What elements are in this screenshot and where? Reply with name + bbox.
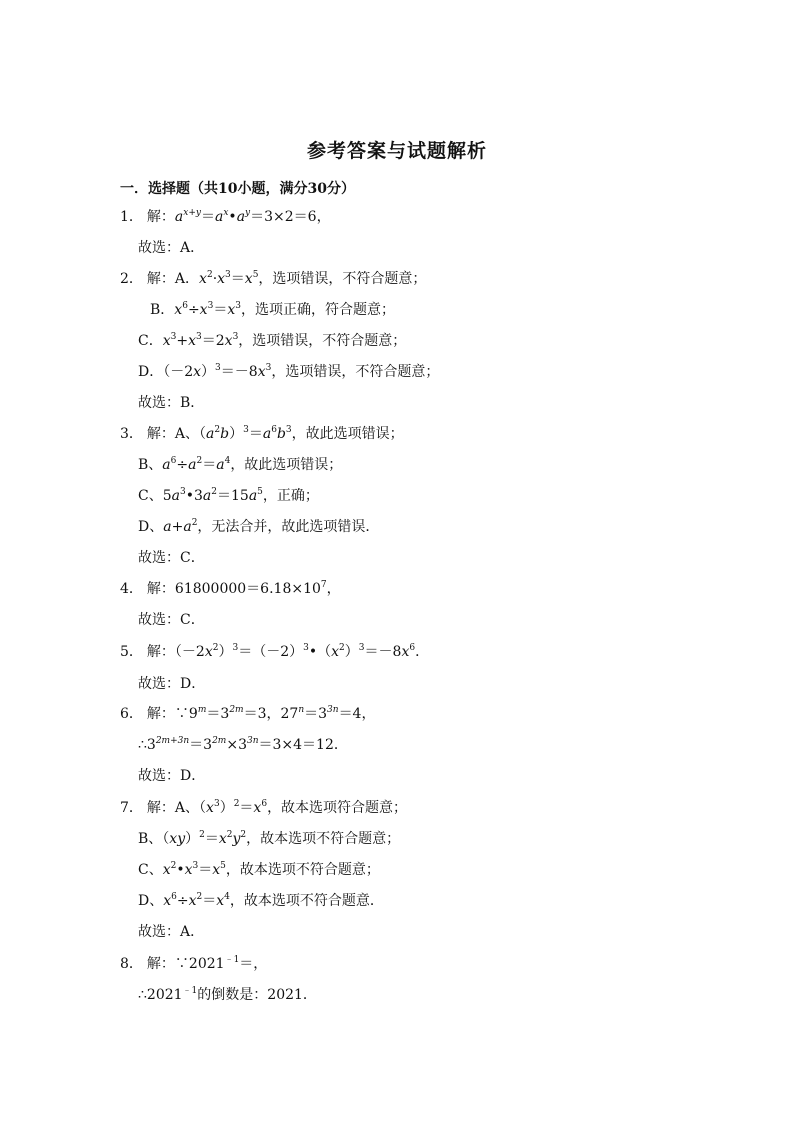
q2-option-b: B．$x^6\div x^3=x^3$，选项正确，符合题意； xyxy=(150,301,395,318)
q7-option-c: C、$x^2•x^3=x^5$，故本选项不符合题意； xyxy=(138,861,380,878)
q5-number: 5． xyxy=(120,644,143,660)
q6-solution-line1: 6． 解：$\because 9^m=3^{2m}=3$，$27^n=3^{3n}=4$， xyxy=(120,705,376,722)
q2-option-a: 2． 解：A．$x^2\cdot x^3=x^5$，选项错误，不符合题意； xyxy=(120,270,427,287)
q2-option-c: C．$x^3+x^3=2x^3$，选项错误，不符合题意； xyxy=(138,332,407,349)
q5-solution: 5． 解：$(-2x^2)^3=(-2)^3•(x^2)^3=-8x^6$． xyxy=(120,643,430,660)
q3-option-c: C、$5a^3•3a^2=15a^5$，正确； xyxy=(138,487,319,504)
q8-solution-line1: 8． 解：$\because 2021^{﹣1}=$， xyxy=(120,955,268,972)
page-title: 参考答案与试题解析 xyxy=(306,140,487,162)
q6-answer: 故选：D． xyxy=(138,768,206,784)
q5-answer: 故选：D． xyxy=(138,676,206,692)
q7-option-a: 7． 解：A、$(x^3)^2=x^6$，故本选项符合题意； xyxy=(120,799,408,816)
q4-solution: 4． 解：$61800000=6.18\times 10^7$， xyxy=(120,580,341,597)
q1-answer: 故选：A． xyxy=(138,240,205,256)
q3-option-b: B、$a^6\div a^2=a^4$，故此选项错误； xyxy=(138,456,343,473)
q2-number: 2． xyxy=(120,271,143,287)
q3-number: 3． xyxy=(120,426,143,442)
section-heading: 一．选择题（共10小题，满分30分） xyxy=(120,181,355,197)
q7-answer: 故选：A． xyxy=(138,924,205,940)
q3-option-d: D、$a+a^2$，无法合并，故此选项错误． xyxy=(138,518,380,535)
q8-solution-line2: $\therefore 2021^{﹣1}$的倒数是：2021． xyxy=(138,986,317,1003)
q3-option-a: 3． 解：A、$(a^2b)^3=a^6b^3$，故此选项错误； xyxy=(120,425,404,442)
q7-option-b: B、$(xy)^2=x^2y^2$，故本选项不符合题意； xyxy=(138,830,401,847)
q2-option-d: D．$(-2x)^3=-8x^3$，选项错误，不符合题意； xyxy=(138,363,440,380)
q6-solution-line2: $\therefore 3^{2m+3n}=3^{2m}\times 3^{3n}=3\times 4=12$． xyxy=(138,736,348,753)
q3-answer: 故选：C． xyxy=(138,550,205,566)
q6-number: 6． xyxy=(120,706,143,722)
q1-solution: 1． 解：$a^{x+y}=a^x•a^y=3\times 2=6$， xyxy=(120,208,331,225)
q1-number: 1． xyxy=(120,209,143,225)
q2-answer: 故选：B． xyxy=(138,395,205,411)
q4-answer: 故选：C． xyxy=(138,612,205,628)
q8-number: 8． xyxy=(120,956,143,972)
q7-option-d: D、$x^6\div x^2=x^4$，故本选项不符合题意． xyxy=(138,892,384,909)
q4-number: 4． xyxy=(120,581,143,597)
q7-number: 7． xyxy=(120,800,143,816)
